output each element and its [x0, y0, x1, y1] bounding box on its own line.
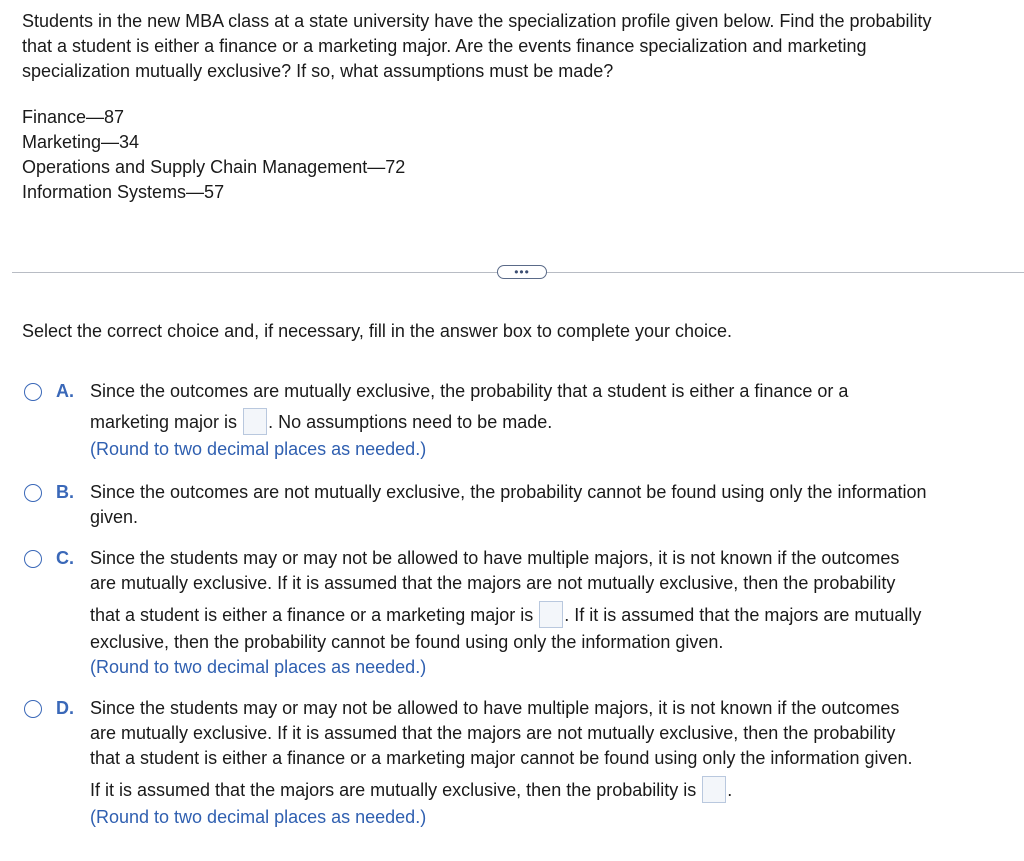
choice-text-segment: marketing major is	[90, 412, 238, 432]
choice-letter: A.	[56, 381, 74, 401]
profile-item-operations: Operations and Supply Chain Management—72	[22, 157, 406, 177]
choice-letter: B.	[56, 482, 74, 502]
choice-c-text	[90, 546, 1024, 680]
question-text	[22, 9, 1024, 84]
choice-text-segment: . No assumptions need to be made.	[268, 412, 553, 432]
profile-item-information-systems: Information Systems—57	[22, 182, 225, 202]
choice-text-line: that a student is either a finance or a marketing major cannot be found using only the information given.	[90, 748, 913, 768]
choice-text-segment: that a student is either a finance or a marketing major is	[90, 605, 534, 625]
instruction-text: Select the correct choice and, if necessary, fill in the answer box to complete your choice.	[22, 321, 733, 341]
choice-d-text	[90, 696, 1024, 830]
question-line: that a student is either a finance or a marketing major. Are the events finance specialization and marketing	[22, 36, 867, 56]
choice-text-line: Since the outcomes are not mutually exclusive, the probability cannot be found using only the information	[90, 482, 927, 502]
answer-box-d[interactable]	[702, 776, 726, 803]
answer-box-c[interactable]	[539, 601, 563, 628]
rounding-hint: (Round to two decimal places as needed.)	[90, 657, 427, 677]
choice-text-line	[90, 601, 1024, 626]
choice-text-line: Since the students may or may not be allowed to have multiple majors, it is not known if the outcomes	[90, 548, 900, 568]
profile-item-marketing: Marketing—34	[22, 132, 140, 152]
choice-letter: C.	[56, 548, 74, 568]
choice-text-segment: . If it is assumed that the majors are mutually	[564, 605, 922, 625]
rounding-hint: (Round to two decimal places as needed.)	[90, 439, 427, 459]
radio-button-icon[interactable]	[24, 700, 42, 718]
question-line: specialization mutually exclusive? If so, what assumptions must be made?	[22, 61, 614, 81]
radio-button-icon[interactable]	[24, 484, 42, 502]
choice-text-line: Since the students may or may not be allowed to have multiple majors, it is not known if the outcomes	[90, 698, 900, 718]
choice-text-line	[90, 776, 1024, 801]
choice-text-line: given.	[90, 507, 139, 527]
choice-text-segment: .	[727, 780, 733, 800]
choice-text-segment: If it is assumed that the majors are mutually exclusive, then the probability is	[90, 780, 697, 800]
profile-item-finance: Finance—87	[22, 107, 125, 127]
radio-button-icon[interactable]	[24, 383, 42, 401]
specialization-profile	[22, 105, 405, 205]
choice-text-line: Since the outcomes are mutually exclusive, the probability that a student is either a finance or a	[90, 381, 849, 401]
choice-text-line	[90, 408, 1024, 433]
answer-box-a[interactable]	[243, 408, 267, 435]
question-line: Students in the new MBA class at a state university have the specialization profile given below. Find the probability	[22, 11, 932, 31]
choice-a-text	[90, 379, 1024, 462]
expand-more-button[interactable]	[497, 265, 547, 279]
radio-button-icon[interactable]	[24, 550, 42, 568]
rounding-hint: (Round to two decimal places as needed.)	[90, 807, 427, 827]
choice-text-line: are mutually exclusive. If it is assumed that the majors are not mutually exclusive, then the probability	[90, 723, 896, 743]
choice-letter: D.	[56, 698, 74, 718]
choice-b-text	[90, 480, 1024, 530]
choice-text-line: exclusive, then the probability cannot be found using only the information given.	[90, 632, 724, 652]
choice-text-line: are mutually exclusive. If it is assumed that the majors are not mutually exclusive, then the probability	[90, 573, 896, 593]
ellipsis-icon: •••	[514, 265, 530, 279]
